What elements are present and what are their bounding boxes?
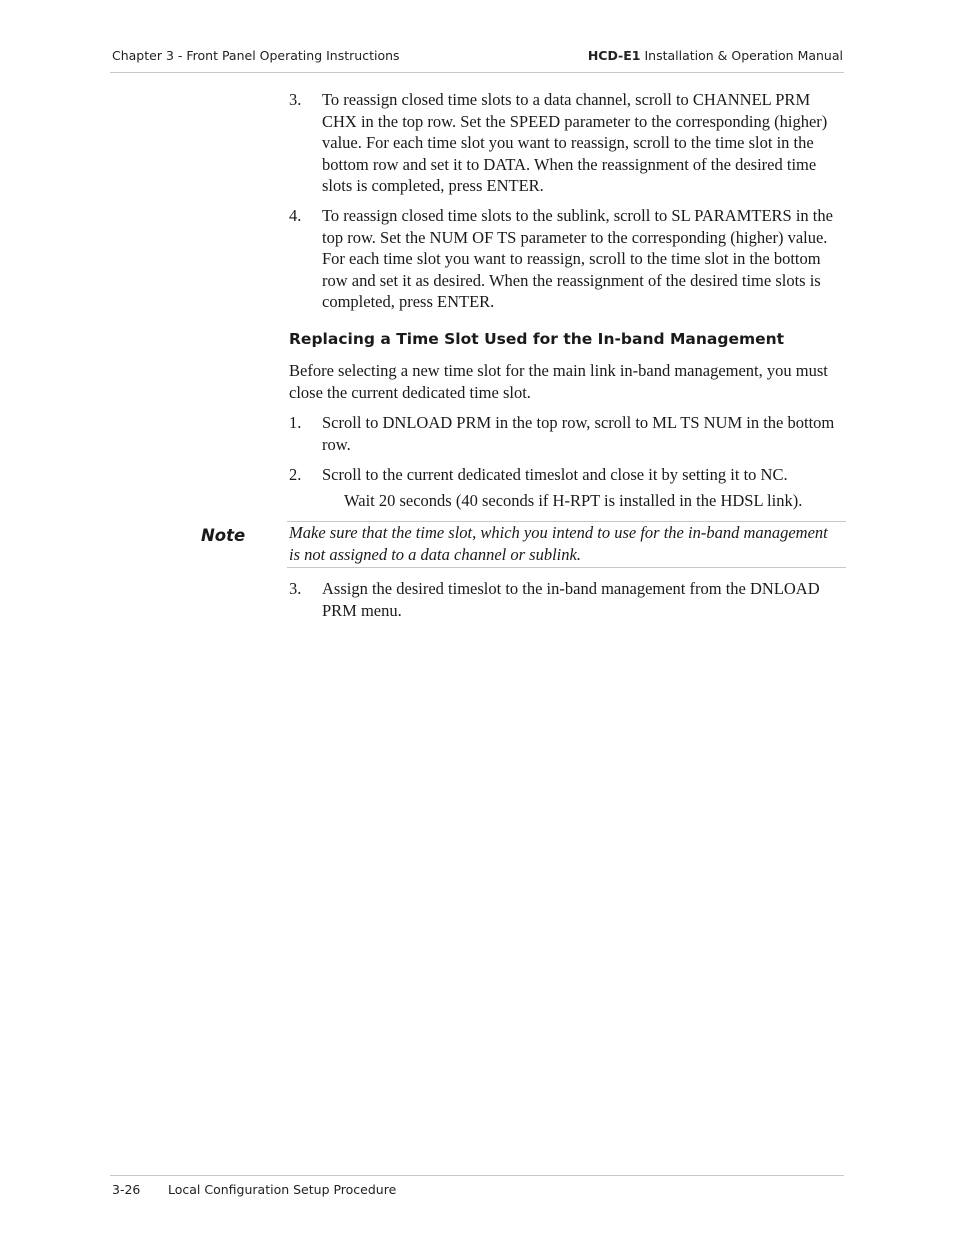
page-number: 3-26	[112, 1182, 141, 1197]
list-number: 3.	[289, 90, 302, 109]
manual-title	[588, 48, 843, 63]
list-text: Scroll to the current dedicated timeslot and close it by setting it to NC.	[322, 465, 788, 484]
manual-name: Installation & Operation Manual	[640, 48, 843, 63]
note-label: Note	[201, 526, 246, 545]
list-number: 2.	[289, 465, 302, 484]
wait-instruction: Wait 20 seconds (40 seconds if H-RPT is installed in the HDSL link).	[344, 491, 803, 510]
chapter-title: Chapter 3 - Front Panel Operating Instructions	[112, 48, 400, 63]
header-rule	[110, 72, 844, 73]
footer-rule	[110, 1175, 844, 1176]
page-header	[112, 48, 843, 68]
note-bottom-rule	[287, 567, 846, 568]
product-name: HCD-E1	[587, 48, 641, 63]
list-number: 4.	[289, 206, 302, 225]
section-intro: Before selecting a new time slot for the main link in-band management, you must close the current dedicated time slot.	[289, 361, 828, 402]
note-text: Make sure that the time slot, which you intend to use for the in-band management is not assigned to a data channel or sublink.	[289, 523, 828, 564]
list-number: 1.	[289, 413, 302, 432]
section-heading: Replacing a Time Slot Used for the In-band Management	[289, 330, 785, 348]
list-text: To reassign closed time slots to a data channel, scroll to CHANNEL PRM CHX in the top row. Set the SPEED parameter to the corresponding (higher) value. For each time slot you want to reassign, scroll to the time slot in the bottom row and set it to DATA. When the reassignment of the desired time slots is completed, press ENTER.	[322, 90, 828, 195]
footer-section: Local Configuration Setup Procedure	[168, 1182, 397, 1197]
list-text: To reassign closed time slots to the sublink, scroll to SL PARAMTERS in the top row. Set the NUM OF TS parameter to the corresponding (higher) value. For each time slot you want to reassign, scroll to the time slot in the bottom row and set it as desired. When the reassignment of the desired time slots is completed, press ENTER.	[322, 206, 833, 311]
list-text: Scroll to DNLOAD PRM in the top row, scroll to ML TS NUM in the bottom row.	[322, 413, 835, 454]
list-number: 3.	[289, 579, 302, 598]
list-text: Assign the desired timeslot to the in-band management from the DNLOAD PRM menu.	[322, 579, 820, 620]
